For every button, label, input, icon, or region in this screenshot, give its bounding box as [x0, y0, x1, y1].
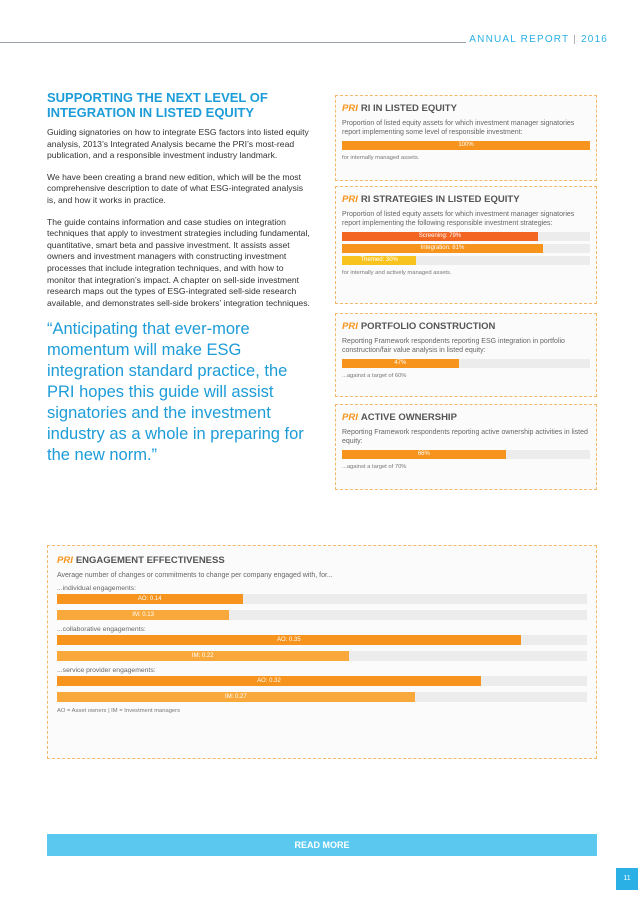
bar: [57, 635, 521, 645]
bar-track: [57, 651, 587, 661]
panel-description: Proportion of listed equity assets for which investment manager signatories report implementing the following responsible investment strategies:: [342, 211, 575, 227]
panel-description: Reporting Framework respondents reporting ESG integration in portfolio construction/fair value analysis in listed equity:: [342, 338, 565, 354]
bar-track: [57, 594, 587, 604]
bar-label: 66%: [417, 451, 430, 458]
bar-label: Themed: 30%: [360, 257, 398, 264]
bar-track: [57, 692, 587, 702]
panel-description: Proportion of listed equity assets for which investment manager signatories report implementing some level of responsible investment:: [342, 120, 575, 136]
article-paragraph: The guide contains information and case studies on integration techniques that apply to investment strategies including fundamental, quantitative, smart beta and passive investment. It assists asset owners and investment managers with constructing investment processes that include integration techniques, and with how to monitor that integration’s impact. A chapter on sell-side investment research maps out the types of ESG-integrated sell-side research available, and demonstrates sell-side brokers’ integration techniques.: [47, 216, 310, 308]
bar-track: [342, 256, 590, 265]
panel-description: Reporting Framework respondents reporting active ownership activities in listed equity:: [342, 429, 588, 445]
panel-footnote: AO = Asset owners | IM = Investment managers: [57, 707, 180, 714]
bar-label: Integration: 81%: [420, 245, 465, 252]
pri-logo-icon: PRI: [57, 555, 73, 566]
panel-footnote: ...against a target of 60%: [342, 373, 407, 380]
bar: [342, 141, 590, 150]
panel-footnote: for internally and actively managed assets.: [342, 270, 452, 277]
portfolio-construction-panel: [335, 313, 597, 397]
panel-title: [57, 555, 587, 566]
panel-bars: [342, 450, 590, 459]
group-label: ...collaborative engagements:: [57, 625, 146, 633]
bar-label: IM: 0.13: [132, 611, 154, 618]
pri-logo-icon: PRI: [342, 194, 358, 205]
panel-bars: [342, 141, 590, 150]
bar: [57, 676, 481, 686]
panel-title: [342, 321, 590, 332]
pri-logo-icon: PRI: [342, 103, 358, 114]
bar: [342, 256, 416, 265]
bar-track: [342, 450, 590, 459]
bar-label: 100%: [458, 142, 474, 149]
header-year: 2016: [580, 34, 608, 45]
panel-title-text: ACTIVE OWNERSHIP: [360, 412, 457, 423]
active-ownership-panel: [335, 404, 597, 490]
bar-label: 47%: [394, 360, 407, 367]
engagement-effectiveness-panel: [47, 545, 597, 759]
panel-footnote: ...against a target of 70%: [342, 464, 407, 471]
read-more-button[interactable]: READ MORE: [47, 834, 597, 856]
bar-track: [342, 141, 590, 150]
header-rule: [0, 42, 466, 43]
bar-label: AO: 0.32: [257, 677, 281, 684]
bar-track: [342, 232, 590, 241]
bar-track: [57, 610, 587, 620]
pull-quote: “Anticipating that ever-more momentum will make ESG integration standard practice, the PRI hopes this guide will assist signatories and the investment industry as a whole in preparing for the new norm.”: [47, 320, 304, 465]
pri-logo-icon: PRI: [342, 321, 358, 332]
article-paragraph: Guiding signatories on how to integrate ESG factors into listed equity analysis, 2013’s Integrated Analysis became the PRI’s most-read publication, and a responsible investment industry landmark.: [47, 127, 309, 161]
bar-track: [57, 676, 587, 686]
bar-label: AO: 0.35: [277, 636, 301, 643]
bar-label: IM: 0.22: [191, 652, 214, 659]
bar: [342, 359, 459, 368]
group-label: ...individual engagements:: [57, 584, 136, 592]
panel-bars: [342, 232, 590, 265]
header-separator: |: [573, 34, 577, 45]
pri-logo-icon: PRI: [342, 412, 358, 423]
article-column: [47, 90, 313, 466]
bar: [342, 450, 506, 459]
bar-label: Screening: 79%: [418, 233, 462, 240]
bar: [57, 610, 229, 620]
article-paragraph: We have been creating a brand new edition, which will be the most comprehensive description to date of what ESG-integrated analysis is, and how it works in practice.: [47, 171, 304, 205]
engagement-groups: [57, 585, 587, 702]
bar: [57, 651, 349, 661]
panel-description: Average number of changes or commitments to change per company engaged with, for...: [57, 572, 333, 579]
bar: [57, 594, 243, 604]
bar-label: IM: 0.27: [225, 693, 247, 700]
bar: [342, 232, 538, 241]
panel-bars: [342, 359, 590, 368]
article-title: SUPPORTING THE NEXT LEVEL OF INTEGRATION IN LISTED EQUITY: [47, 90, 268, 120]
running-header: [469, 34, 608, 45]
panel-title: [342, 103, 590, 114]
panel-title-text: RI IN LISTED EQUITY: [360, 103, 457, 114]
bar-track: [342, 359, 590, 368]
panel-title: [342, 412, 590, 423]
bar-track: [342, 244, 590, 253]
panel-title: [342, 194, 590, 205]
page-number: 11: [616, 868, 638, 890]
ri-strategies-panel: [335, 186, 597, 304]
panel-footnote: for internally managed assets.: [342, 155, 420, 162]
panel-title-text: PORTFOLIO CONSTRUCTION: [360, 321, 496, 332]
bar: [57, 692, 415, 702]
panel-title-text: ENGAGEMENT EFFECTIVENESS: [75, 555, 225, 566]
bar-label: AO: 0.14: [137, 595, 162, 602]
bar-track: [57, 635, 587, 645]
panel-title-text: RI STRATEGIES IN LISTED EQUITY: [360, 194, 520, 205]
ri-listed-equity-panel: [335, 95, 597, 181]
group-label: ...service provider engagements:: [57, 666, 156, 674]
header-title: ANNUAL REPORT: [469, 34, 570, 45]
bar: [342, 244, 543, 253]
